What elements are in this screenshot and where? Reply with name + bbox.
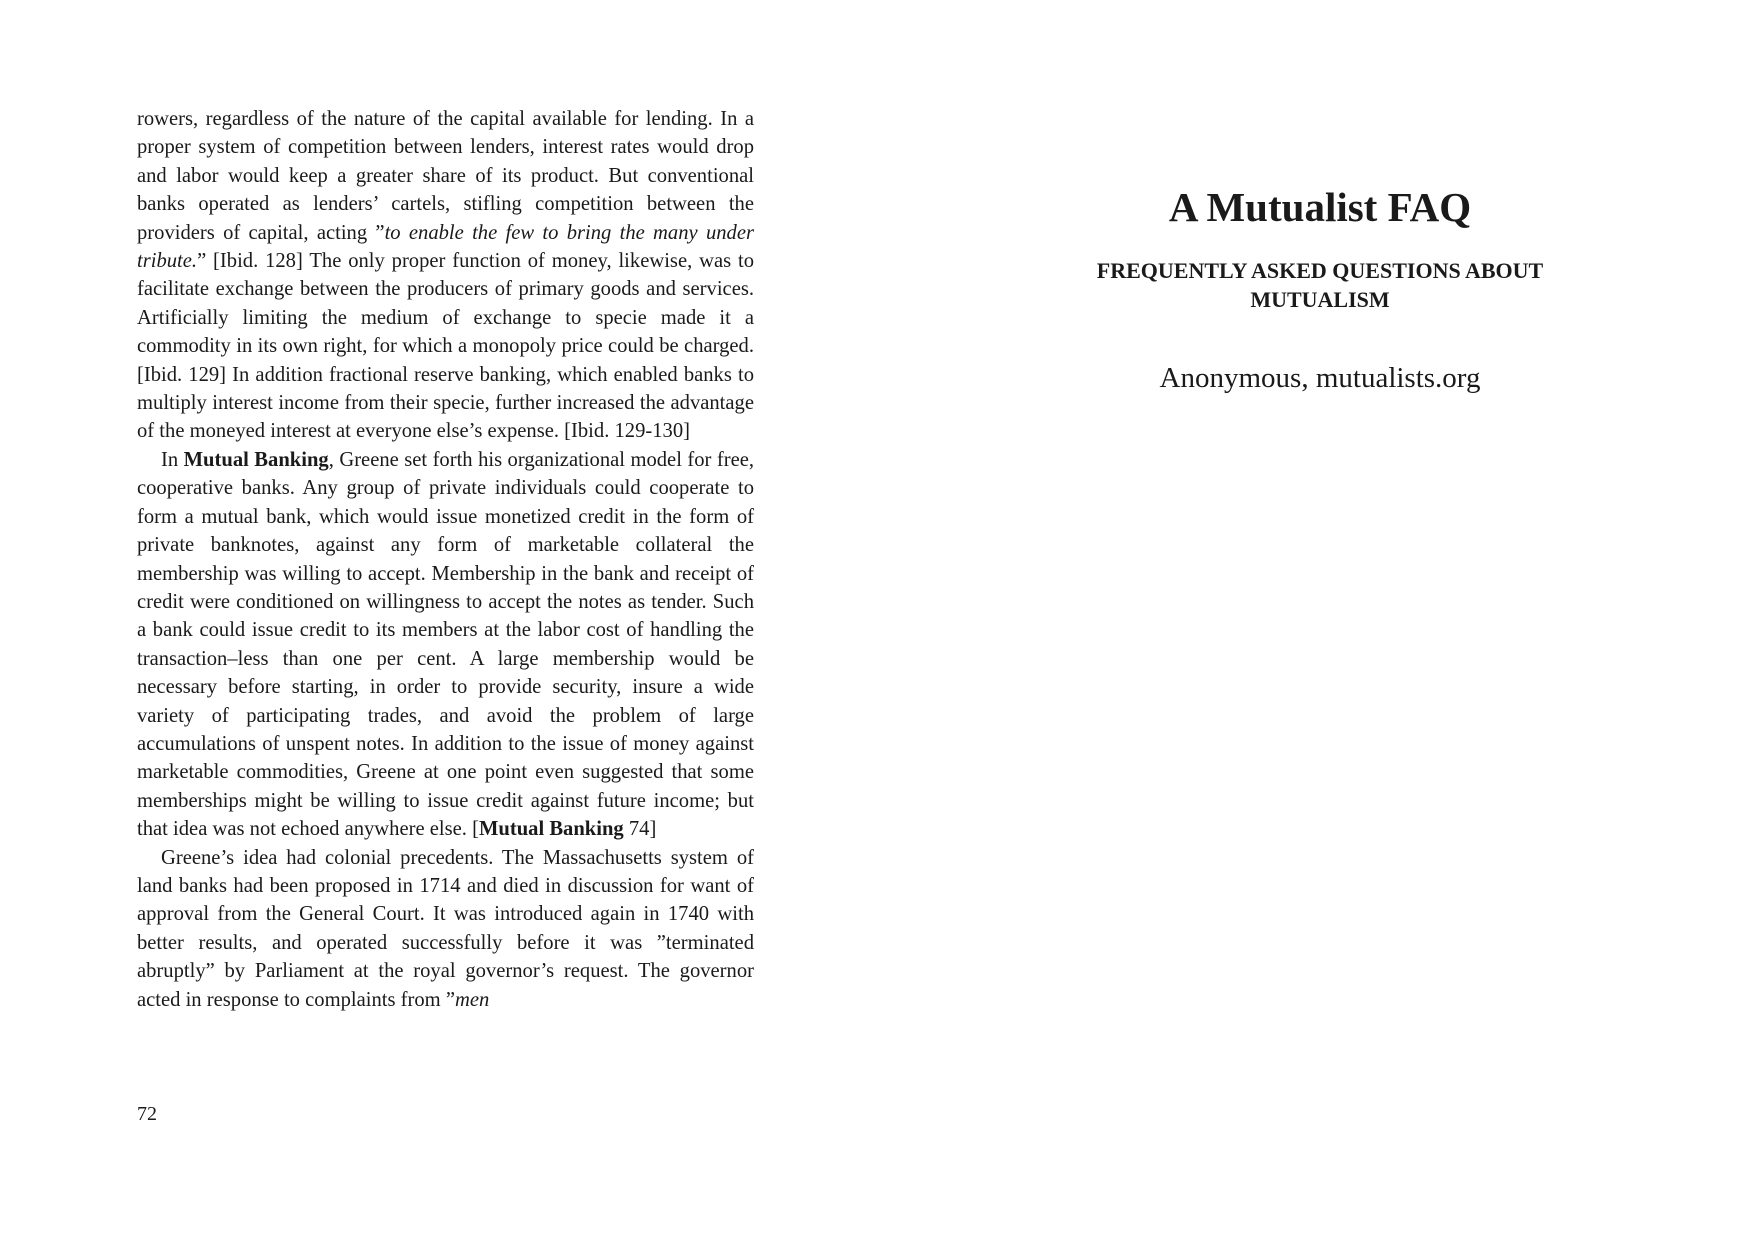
page-number: 72 — [137, 1103, 157, 1125]
book-author: Anonymous, mutualists.org — [1159, 362, 1481, 394]
quotation-italic: to enable the few to bring the many under tribute. — [137, 221, 754, 273]
book-reference-bold: Mutual Banking — [478, 818, 624, 841]
book-reference-bold: Mutual Banking — [183, 448, 329, 471]
paragraph-text: Greene’s idea had colonial precedents. The Massachusetts system of land banks had been proposed in 1714 and died in discussion for want of approval from the General Court. It was introduced again in 1740 with better results, and operated successfully before it was ”terminated abruptly” by Parliament at the royal governor’s request. The governor acted in response to complaints from ” — [137, 846, 754, 1011]
paragraph-text: rowers, regardless of the nature of the capital available for lending. In a proper system of competition between lenders, interest rates would drop and labor would keep a greater share of its product. But conventional banks operated as lenders’ cartels, stifling competition between the providers of capital, acting ” — [137, 108, 754, 244]
left-page — [137, 105, 754, 1014]
paragraph-text: In — [161, 448, 184, 471]
body-paragraph — [137, 844, 754, 1014]
book-title: A Mutualist FAQ — [1168, 184, 1472, 230]
paragraph-text: 74] — [623, 818, 657, 841]
quotation-italic: men — [454, 988, 490, 1011]
title-page — [1030, 182, 1610, 396]
book-subtitle: FREQUENTLY ASKED QUESTIONS ABOUT MUTUALISM — [1096, 258, 1544, 312]
body-paragraph — [137, 446, 754, 844]
paragraph-text: , Greene set forth his organizational model for free, cooperative banks. Any group of private individuals could cooperate to form a mutual bank, which would issue monetized credit in the form of private banknotes, against any form of marketable collateral the membership was willing to accept. Membership in the bank and receipt of credit were conditioned on willingness to accept the notes as tender. Such a bank could issue credit to its members at the labor cost of handling the transaction–less than one per cent. A large membership would be necessary before starting, in order to provide security, insure a wide variety of participating trades, and avoid the problem of large accumulations of unspent notes. In addition to the issue of money against marketable commodities, Greene at one point even suggested that some memberships might be willing to issue credit against future income; but that idea was not echoed anywhere else. [ — [137, 448, 754, 841]
body-paragraph — [137, 105, 754, 446]
paragraph-text: ” [Ibid. 128] The only proper function of money, likewise, was to facilitate exchange between the producers of primary goods and services. Artificially limiting the medium of exchange to specie made it a commodity in its own right, for which a monopoly price could be charged. [Ibid. 129] In addition fractional reserve banking, which enabled banks to multiply interest income from their specie, further increased the advantage of the moneyed interest at everyone else’s expense. [Ibid. 129-130] — [137, 250, 754, 443]
